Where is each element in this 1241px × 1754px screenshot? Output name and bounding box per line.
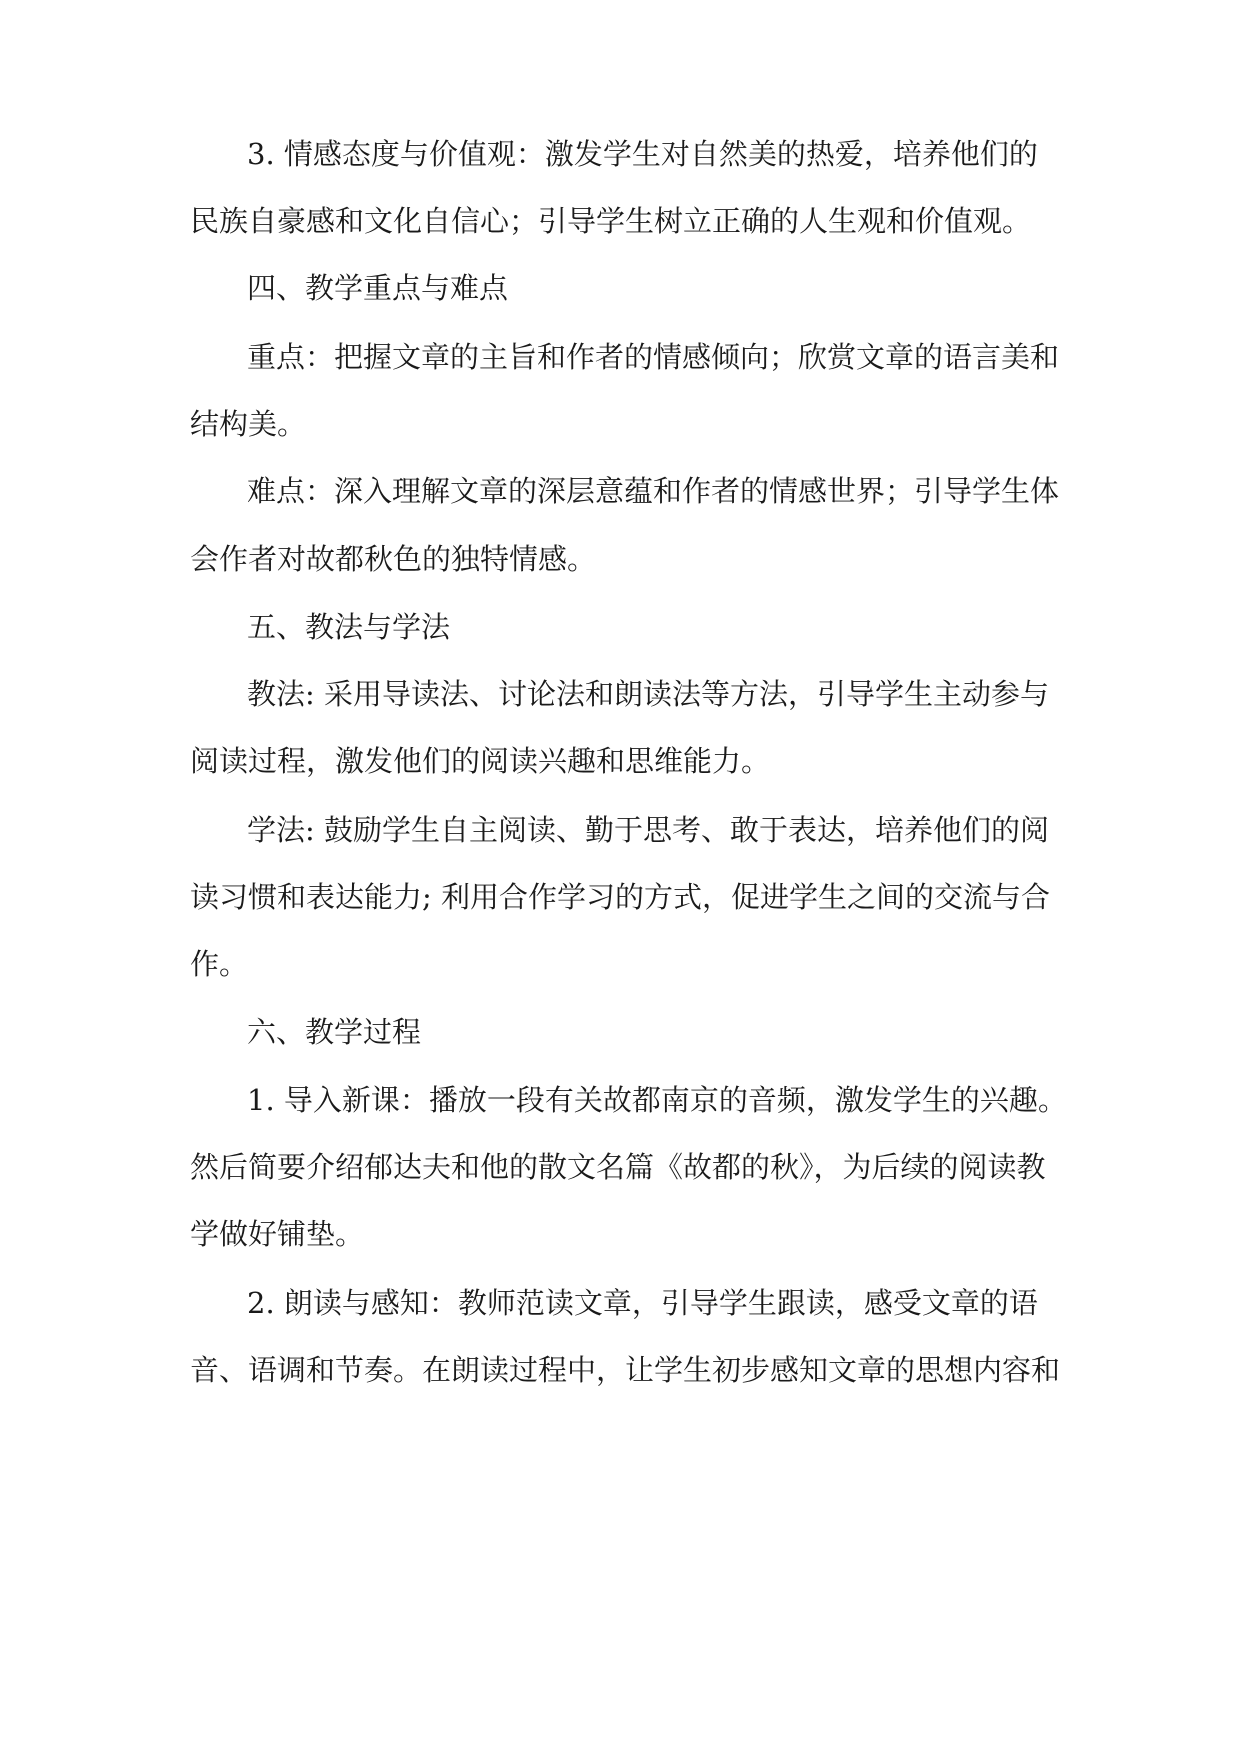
section-heading-process: 六、教学过程 — [247, 1015, 422, 1049]
paragraph-teaching-method-line-1: 教法: 采用导读法、讨论法和朗读法等方法，引导学生主动参与 — [247, 677, 1049, 711]
paragraph-learning-method-line-3: 作。 — [190, 947, 249, 981]
paragraph-difficulty-line-1: 难点：深入理解文章的深层意蕴和作者的情感世界；引导学生体 — [247, 474, 1060, 508]
paragraph-objective-3-line-2: 民族自豪感和文化自信心；引导学生树立正确的人生观和价值观。 — [190, 204, 1032, 238]
paragraph-step-1-line-2: 然后简要介绍郁达夫和他的散文名篇《故都的秋》，为后续的阅读教 — [190, 1150, 1046, 1184]
paragraph-difficulty-line-2: 会作者对故都秋色的独特情感。 — [190, 542, 597, 576]
paragraph-key-point-line-1: 重点：把握文章的主旨和作者的情感倾向；欣赏文章的语言美和 — [247, 340, 1060, 374]
paragraph-step-2-line-2: 音、语调和节奏。在朗读过程中，让学生初步感知文章的思想内容和 — [190, 1353, 1061, 1387]
paragraph-teaching-method-line-2: 阅读过程，激发他们的阅读兴趣和思维能力。 — [190, 744, 771, 778]
paragraph-learning-method-line-1: 学法: 鼓励学生自主阅读、勤于思考、敢于表达，培养他们的阅 — [247, 813, 1049, 847]
paragraph-learning-method-line-2: 读习惯和表达能力; 利用合作学习的方式，促进学生之间的交流与合 — [190, 880, 1050, 914]
section-heading-methods: 五、教法与学法 — [247, 610, 451, 644]
paragraph-step-2-line-1: 2. 朗读与感知：教师范读文章，引导学生跟读，感受文章的语 — [247, 1286, 1038, 1320]
paragraph-step-1-line-3: 学做好铺垫。 — [190, 1217, 365, 1251]
paragraph-key-point-line-2: 结构美。 — [190, 407, 307, 441]
section-heading-key-points: 四、教学重点与难点 — [247, 271, 509, 305]
paragraph-objective-3-line-1: 3. 情感态度与价值观：激发学生对自然美的热爱，培养他们的 — [247, 137, 1038, 171]
paragraph-step-1-line-1: 1. 导入新课：播放一段有关故都南京的音频，激发学生的兴趣。 — [247, 1083, 1067, 1117]
